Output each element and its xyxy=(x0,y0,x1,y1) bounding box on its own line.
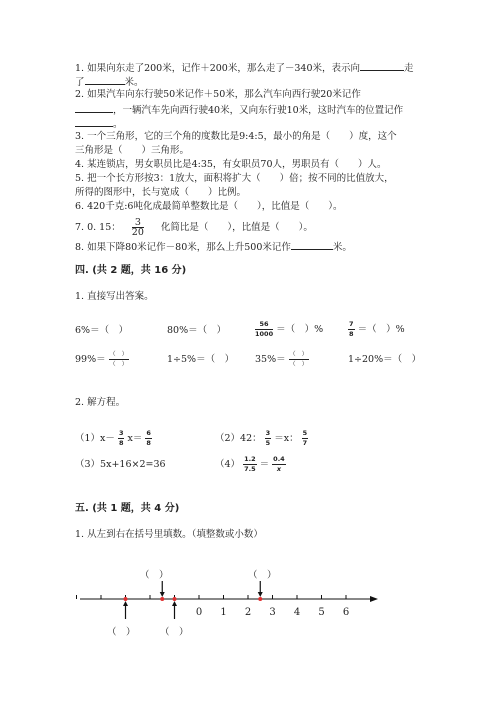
arrowhead-icon xyxy=(172,601,177,606)
question-6: 6. 420千克:6吨化成最简单整数比是（ ），比值是（ ）。 xyxy=(75,201,343,212)
question-5-line-2: 所得的图形中，长与宽成（ ）比例。 xyxy=(75,187,247,198)
section-4-title: 四. (共 2 题，共 16 分) xyxy=(75,265,187,276)
fraction: $\frac{5}{7}$ xyxy=(302,429,308,447)
answer-item: 99%＝ $\frac{( )}{( )}$ xyxy=(75,351,128,368)
answer-item: 35%＝ $\frac{( )}{( )}$ xyxy=(255,351,308,368)
fraction: $\frac{1.2}{7.5}$ xyxy=(244,455,256,473)
question-8: 8. 如果下降80米记作－80米，那么上升500米记作 米。 xyxy=(75,242,352,253)
question-3-line-1: 3. 一个三角形，它的三个角的度数比是9:4:5，最小的角是（ ）度，这个 xyxy=(75,131,397,142)
question-1-line-2: 了 米。 xyxy=(75,77,144,88)
section-5-problem-1-title: 1. 从左到右在括号里填数。（填整数或小数） xyxy=(75,529,263,540)
tick-label: 1 xyxy=(220,607,227,618)
question-7: 7. 0. 15： $\frac{3}{20}$ 化简比是（ ），比值是（ ）。 xyxy=(75,217,313,238)
equation-4: （4） $\frac{1.2}{7.5}$ ＝ $\frac{0.4}{x}$ xyxy=(215,455,285,473)
answer-item: 80%＝（ ） xyxy=(167,325,227,336)
blank-paren[interactable]: （ ） xyxy=(107,627,136,638)
answer-blank[interactable] xyxy=(75,103,113,113)
marked-point xyxy=(160,597,164,601)
blank-paren[interactable]: （ ） xyxy=(248,570,277,581)
tick-label: 3 xyxy=(269,607,276,618)
answer-item: 1÷20%＝（ ） xyxy=(348,354,422,365)
blank-paren[interactable]: （ ） xyxy=(140,570,169,581)
answer-blank[interactable] xyxy=(85,75,125,85)
question-2-line-1: 2. 如果汽车向东行驶50米记作＋50米，那么汽车向西行驶20米记作 xyxy=(75,89,361,100)
arrowhead-icon xyxy=(160,592,165,597)
marked-point xyxy=(258,597,262,601)
arrowhead-icon xyxy=(370,596,378,602)
arrowhead-icon xyxy=(123,601,128,606)
answer-blank[interactable] xyxy=(291,240,333,250)
question-2-line-3: 。 xyxy=(75,117,123,131)
question-1-line-1: 1. 如果向东走了200米，记作＋200米，那么走了－340米，表示向 走 xyxy=(75,63,414,74)
answer-item: 1÷5%＝（ ） xyxy=(167,354,235,365)
fraction: $\frac{7}{8}$ xyxy=(349,320,354,338)
question-5-line-1: 5. 把一个长方形按3：1放大，面积将扩大（ ）倍；按不同的比值放大， xyxy=(75,173,394,184)
fraction: $\frac{3}{20}$ xyxy=(131,217,144,238)
answer-blank[interactable] xyxy=(75,117,113,127)
fraction: $\frac{6}{8}$ xyxy=(146,429,151,447)
equation-3: （3）5x+16×2=36 xyxy=(75,459,166,470)
tick-label: 4 xyxy=(293,607,301,618)
fraction: $\frac{3}{5}$ xyxy=(265,429,271,447)
answer-item: $\frac{7}{8}$ ＝（ ）% xyxy=(349,320,405,338)
question-4: 4. 某连锁店，男女职员比是4:35，有女职员70人，男职员有（ ）人。 xyxy=(75,159,387,170)
fraction: $\frac{3}{8}$ xyxy=(118,429,124,447)
fraction: $\frac{56}{1000}$ xyxy=(255,320,274,338)
answer-item: 6%＝（ ） xyxy=(75,325,129,336)
fraction: $\frac{( )}{( )}$ xyxy=(109,351,128,368)
fraction: $\frac{( )}{( )}$ xyxy=(289,351,308,368)
question-2-line-2: ，一辆汽车先向西行驶40米，又向东行驶10米，这时汽车的位置记作 xyxy=(75,103,403,117)
answer-item: $\frac{56}{1000}$ ＝（ ）% xyxy=(255,320,324,338)
tick-label: 6 xyxy=(342,607,350,618)
question-3-line-2: 三角形是（ ）三角形。 xyxy=(75,145,190,156)
marked-point xyxy=(173,597,177,601)
tick-label: 5 xyxy=(318,607,325,618)
equation-1: （1）x－ $\frac{3}{8}$ x＝ $\frac{6}{8}$ xyxy=(75,429,151,447)
section-5-title: 五. (共 1 题，共 4 分) xyxy=(75,503,180,514)
equation-2: （2）42： $\frac{3}{5}$ ＝x： $\frac{5}{7}$ xyxy=(215,429,308,447)
marked-point xyxy=(124,597,128,601)
arrowhead-icon xyxy=(258,592,263,597)
section-4-problem-2-title: 2. 解方程。 xyxy=(75,397,126,408)
tick-label: 2 xyxy=(244,607,252,618)
number-line xyxy=(80,596,378,602)
tick-label: 0 xyxy=(195,607,203,618)
section-4-problem-1-title: 1. 直接写出答案。 xyxy=(75,291,154,302)
fraction: $\frac{0.4}{x}$ xyxy=(273,455,285,473)
answer-blank[interactable] xyxy=(360,61,404,71)
blank-paren[interactable]: （ ） xyxy=(160,627,189,638)
